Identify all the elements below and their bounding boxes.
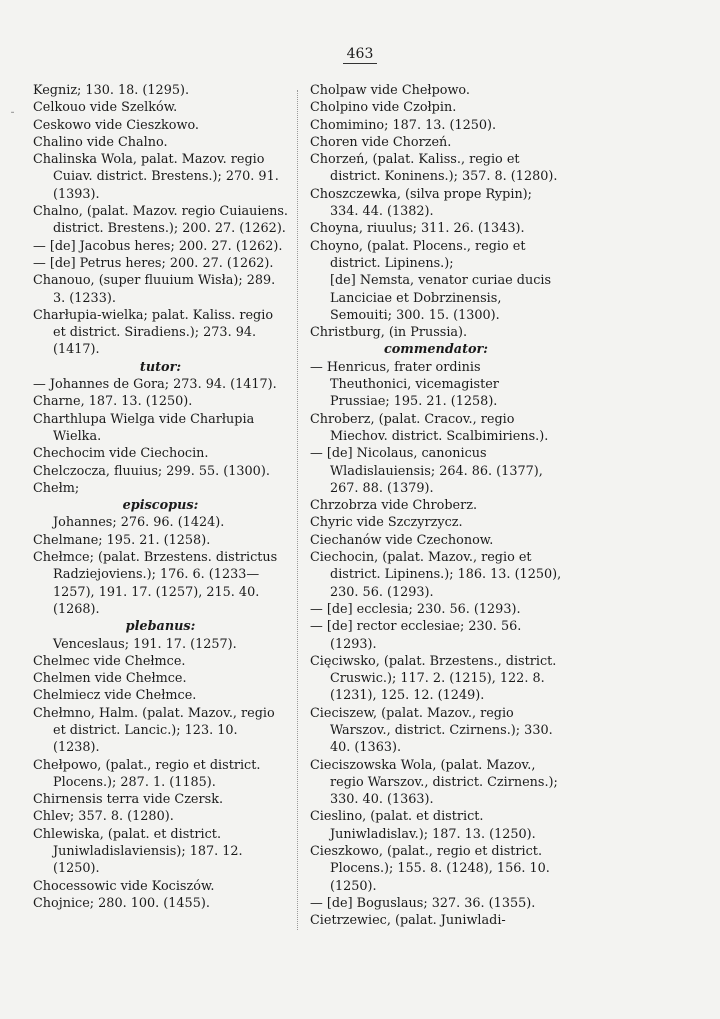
index-entry: Chomimino; 187. 13. (1250). [310, 117, 497, 133]
entry-subheading: episcopus: [122, 498, 199, 514]
index-entry: Cietrzewiec, (palat. Juniwladi- [310, 913, 506, 929]
index-entry: — [de] Boguslaus; 327. 36. (1355). [310, 895, 536, 911]
index-entry: Chechocim vide Ciechocin. [33, 446, 209, 462]
index-entry: Cieslino, (palat. et district. Juniwladislav.); 187. 13. (1250). [310, 809, 536, 842]
index-entry: Chalino vide Chalno. [33, 134, 168, 150]
index-entry: Choszczewka, (silva prope Rypin); 334. 44. (1382). [310, 186, 532, 220]
index-entry: Chelmen vide Chełmce. [33, 671, 187, 687]
index-entry: [de] Nemsta, venator curiae ducis Lanciciae et Dobrzinensis, Semouiti; 300. 15. (1300). [330, 273, 552, 323]
index-entry: Cięciwsko, (palat. Brzestens., district. Cruswic.); 117. 2. (1215), 122. 8. (1231), 125. 12. (1249). [310, 653, 557, 704]
index-entry: Choren vide Chorzeń. [310, 134, 452, 150]
index-entry: Charłupia-wielka; palat. Kaliss. regio et district. Siradiens.); 273. 94. (1417). [33, 307, 274, 358]
index-entry: Chełmno, Halm. (palat. Mazov., regio et district. Lancic.); 123. 10. (1238). [33, 705, 275, 756]
index-entry: Chlewiska, (palat. et district. Juniwladislaviensis); 187. 12. (1250). [33, 826, 243, 877]
index-entry: — Henricus, frater ordinis Theuthonici, vicemagister Prussiae; 195. 21. (1258). [310, 359, 499, 410]
index-entry: Venceslaus; 191. 17. (1257). [53, 636, 237, 652]
index-entry: Johannes; 276. 96. (1424). [53, 515, 225, 531]
page-number-text: 463 [343, 46, 378, 64]
left-column [33, 82, 288, 912]
index-entry: — [de] rector ecclesiae; 230. 56. (1293). [310, 619, 522, 652]
index-entry: Chełmce; (palat. Brzestens. districtus Radziejoviens.); 176. 6. (1233—1257), 191. 17. (1257), 215. 40. (1268). [33, 550, 278, 617]
index-entry: Chorzeń, (palat. Kaliss., regio et district. Koninens.); 357. 8. (1280). [310, 152, 558, 185]
index-entry: Chalno, (palat. Mazov. regio Cuiauiens. district. Brestens.); 200. 27. (1262). [33, 204, 288, 237]
index-entry: Chelmec vide Chełmce. [33, 653, 186, 669]
index-entry: Chelmiecz vide Chełmce. [33, 688, 197, 704]
index-entry: Cieciszew, (palat. Mazov., regio Warszov., district. Czirnens.); 330. 40. (1363). [310, 705, 553, 756]
index-entry: Celkouo vide Szelków. [33, 100, 178, 116]
index-entry: Choyno, (palat. Plocens., regio et district. Lipinens.); [310, 238, 526, 271]
index-entry: Chanouo, (super fluuium Wisła); 289. 3. (1233). [33, 273, 276, 306]
index-entry: Chełm; [33, 480, 80, 496]
index-entry: Charne, 187. 13. (1250). [33, 394, 193, 410]
index-entry: Chelczocza, fluuius; 299. 55. (1300). [33, 463, 270, 479]
index-entry: Ciechocin, (palat. Mazov., regio et district. Lipinens.); 186. 13. (1250), 230. 56. (1293). [310, 550, 562, 600]
index-entry: Cieciszowska Wola, (palat. Mazov., regio Warszov., district. Czirnens.); 330. 40. (1363). [310, 757, 558, 808]
index-entry: Ceskowo vide Cieszkowo. [33, 117, 199, 133]
right-column [310, 82, 562, 930]
index-entry: Chrzobrza vide Chroberz. [310, 498, 478, 514]
index-entry: — [de] Jacobus heres; 200. 27. (1262). [33, 238, 283, 254]
entry-subheading: commendator: [383, 342, 488, 358]
index-entry: Ciechanów vide Czechonow. [310, 532, 494, 548]
index-entry: Chełpowo, (palat., regio et district. Plocens.); 287. 1. (1185). [33, 757, 261, 790]
index-entry: Cieszkowo, (palat., regio et district. Plocens.); 155. 8. (1248), 156. 10. (1250). [310, 844, 550, 894]
index-entry: Chroberz, (palat. Cracov., regio Miechov. district. Scalbimiriens.). [310, 411, 549, 444]
index-entry: Cholpino vide Czołpin. [310, 100, 457, 116]
column-divider [297, 90, 299, 930]
entry-subheading: plebanus: [125, 619, 196, 635]
index-entry: Chojnice; 280. 100. (1455). [33, 895, 210, 911]
index-entry: — [de] ecclesia; 230. 56. (1293). [310, 601, 521, 617]
index-entry: Charthlupa Wielga vide Charłupia Wielka. [33, 411, 255, 444]
index-entry: Chocessowic vide Kociszów. [33, 878, 215, 894]
index-entry: — Johannes de Gora; 273. 94. (1417). [33, 377, 277, 393]
index-entry: Choyna, riuulus; 311. 26. (1343). [310, 221, 525, 237]
margin-mark: ⁃ [10, 108, 15, 119]
index-entry: Chelmane; 195. 21. (1258). [33, 532, 211, 548]
page-number [0, 46, 720, 62]
index-entry: Chalinska Wola, palat. Mazov. regio Cuiav. district. Brestens.); 270. 91. (1393). [33, 152, 279, 202]
index-entry: — [de] Nicolaus, canonicus Wladislauiensis; 264. 86. (1377), 267. 88. (1379). [310, 446, 543, 496]
index-entry: Kegniz; 130. 18. (1295). [33, 83, 190, 98]
index-entry: Chyric vide Szczyrzycz. [310, 515, 463, 531]
index-entry: — [de] Petrus heres; 200. 27. (1262). [33, 255, 274, 271]
index-entry: Chlev; 357. 8. (1280). [33, 809, 174, 825]
index-entry: Chirnensis terra vide Czersk. [33, 792, 224, 808]
entry-subheading: tutor: [139, 359, 182, 375]
index-entry: Christburg, (in Prussia). [310, 325, 468, 341]
index-entry: Cholpaw vide Chełpowo. [310, 83, 470, 98]
